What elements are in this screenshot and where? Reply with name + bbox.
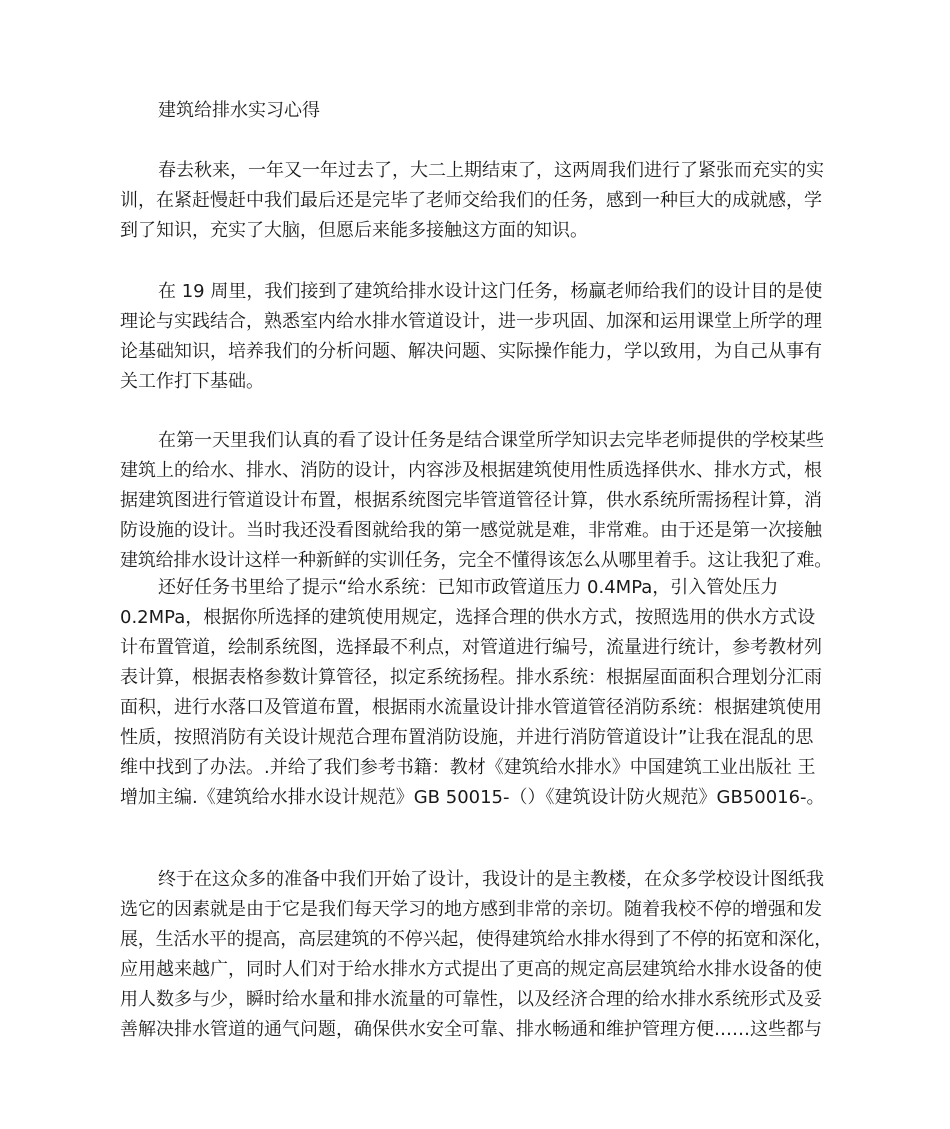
paragraph-line: 理论与实践结合，熟悉室内给水排水管道设计，进一步巩固、加深和运用课堂上所学的理 bbox=[120, 311, 822, 332]
paragraph-line: 春去秋来，一年又一年过去了，大二上期结束了，这两周我们进行了紧张而充实的实 bbox=[158, 160, 824, 181]
paragraph-line: 在第一天里我们认真的看了设计任务是结合课堂所学知识去完毕老师提供的学校某些 bbox=[158, 430, 824, 451]
paragraph-line: 应用越来越广，同时人们对于给水排水方式提出了更高的规定高层建筑给水排水设备的使 bbox=[120, 959, 822, 980]
paragraph-line: 性质，按照消防有关设计规范合理布置消防设施，并进行消防管道设计”让我在混乱的思 bbox=[120, 727, 814, 748]
paragraph-line: 维中找到了办法。.并给了我们参考书籍：教材《建筑给水排水》中国建筑工业出版社 王 bbox=[120, 757, 816, 778]
paragraph-line: 在 19 周里，我们接到了建筑给排水设计这门任务，杨赢老师给我们的设计目的是使 bbox=[158, 281, 823, 302]
paragraph-line: 关工作打下基础。 bbox=[120, 371, 264, 392]
paragraph-line: 终于在这众多的准备中我们开始了设计，我设计的是主教楼，在众多学校设计图纸我 bbox=[158, 869, 824, 890]
paragraph-2 bbox=[120, 277, 833, 397]
paragraph-1 bbox=[120, 156, 833, 246]
paragraph-3 bbox=[120, 426, 833, 576]
paragraph-line: 善解决排水管道的通气问题，确保供水安全可靠、排水畅通和维护管理方便……这些都与 bbox=[120, 1019, 822, 1040]
paragraph-line: 用人数多与少，瞬时给水量和排水流量的可靠性，以及经济合理的给水排水系统形式及妥 bbox=[120, 989, 822, 1010]
paragraph-line: 计布置管道，绘制系统图，选择最不利点，对管道进行编号，流量进行统计，参考教材列 bbox=[120, 637, 822, 658]
paragraph-4 bbox=[120, 573, 833, 813]
paragraph-line: 表计算，根据表格参数计算管径，拟定系统扬程。排水系统：根据屋面面积合理划分汇雨 bbox=[120, 667, 822, 688]
paragraph-line: 建筑给排水设计这样一种新鲜的实训任务，完全不懂得该怎么从哪里着手。这让我犯了难。 bbox=[120, 550, 832, 571]
paragraph-line: 选它的因素就是由于它是我们每天学习的地方感到非常的亲切。随着我校不停的增强和发 bbox=[120, 899, 822, 920]
paragraph-line: 建筑上的给水、排水、消防的设计，内容涉及根据建筑使用性质选择供水、排水方式，根 bbox=[120, 460, 822, 481]
paragraph-line: 论基础知识，培养我们的分析问题、解决问题、实际操作能力，学以致用，为自己从事有 bbox=[120, 341, 822, 362]
paragraph-line: 面积，进行水落口及管道布置，根据雨水流量设计排水管道管径消防系统：根据建筑使用 bbox=[120, 697, 822, 718]
paragraph-line: 到了知识，充实了大脑，但愿后来能多接触这方面的知识。 bbox=[120, 220, 588, 241]
paragraph-line: 0.2MPa，根据你所选择的建筑使用规定，选择合理的供水方式，按照选用的供水方式设 bbox=[120, 607, 816, 628]
document-title: 建筑给排水实习心得 bbox=[158, 100, 320, 121]
paragraph-5 bbox=[120, 865, 833, 1045]
paragraph-line: 训，在紧赶慢赶中我们最后还是完毕了老师交给我们的任务，感到一种巨大的成就感，学 bbox=[120, 190, 822, 211]
paragraph-line: 增加主编.《建筑给水排水设计规范》GB 50015-（）《建筑设计防火规范》GB50016-。 bbox=[120, 787, 825, 808]
paragraph-line: 还好任务书里给了提示“给水系统：已知市政管道压力 0.4MPa，引入管处压力 bbox=[158, 577, 779, 598]
paragraph-line: 据建筑图进行管道设计布置，根据系统图完毕管道管径计算，供水系统所需扬程计算，消 bbox=[120, 490, 822, 511]
paragraph-line: 防设施的设计。当时我还没看图就给我的第一感觉就是难，非常难。由于还是第一次接触 bbox=[120, 520, 822, 541]
paragraph-line: 展，生活水平的提高，高层建筑的不停兴起，使得建筑给水排水得到了不停的拓宽和深化， bbox=[120, 929, 832, 950]
